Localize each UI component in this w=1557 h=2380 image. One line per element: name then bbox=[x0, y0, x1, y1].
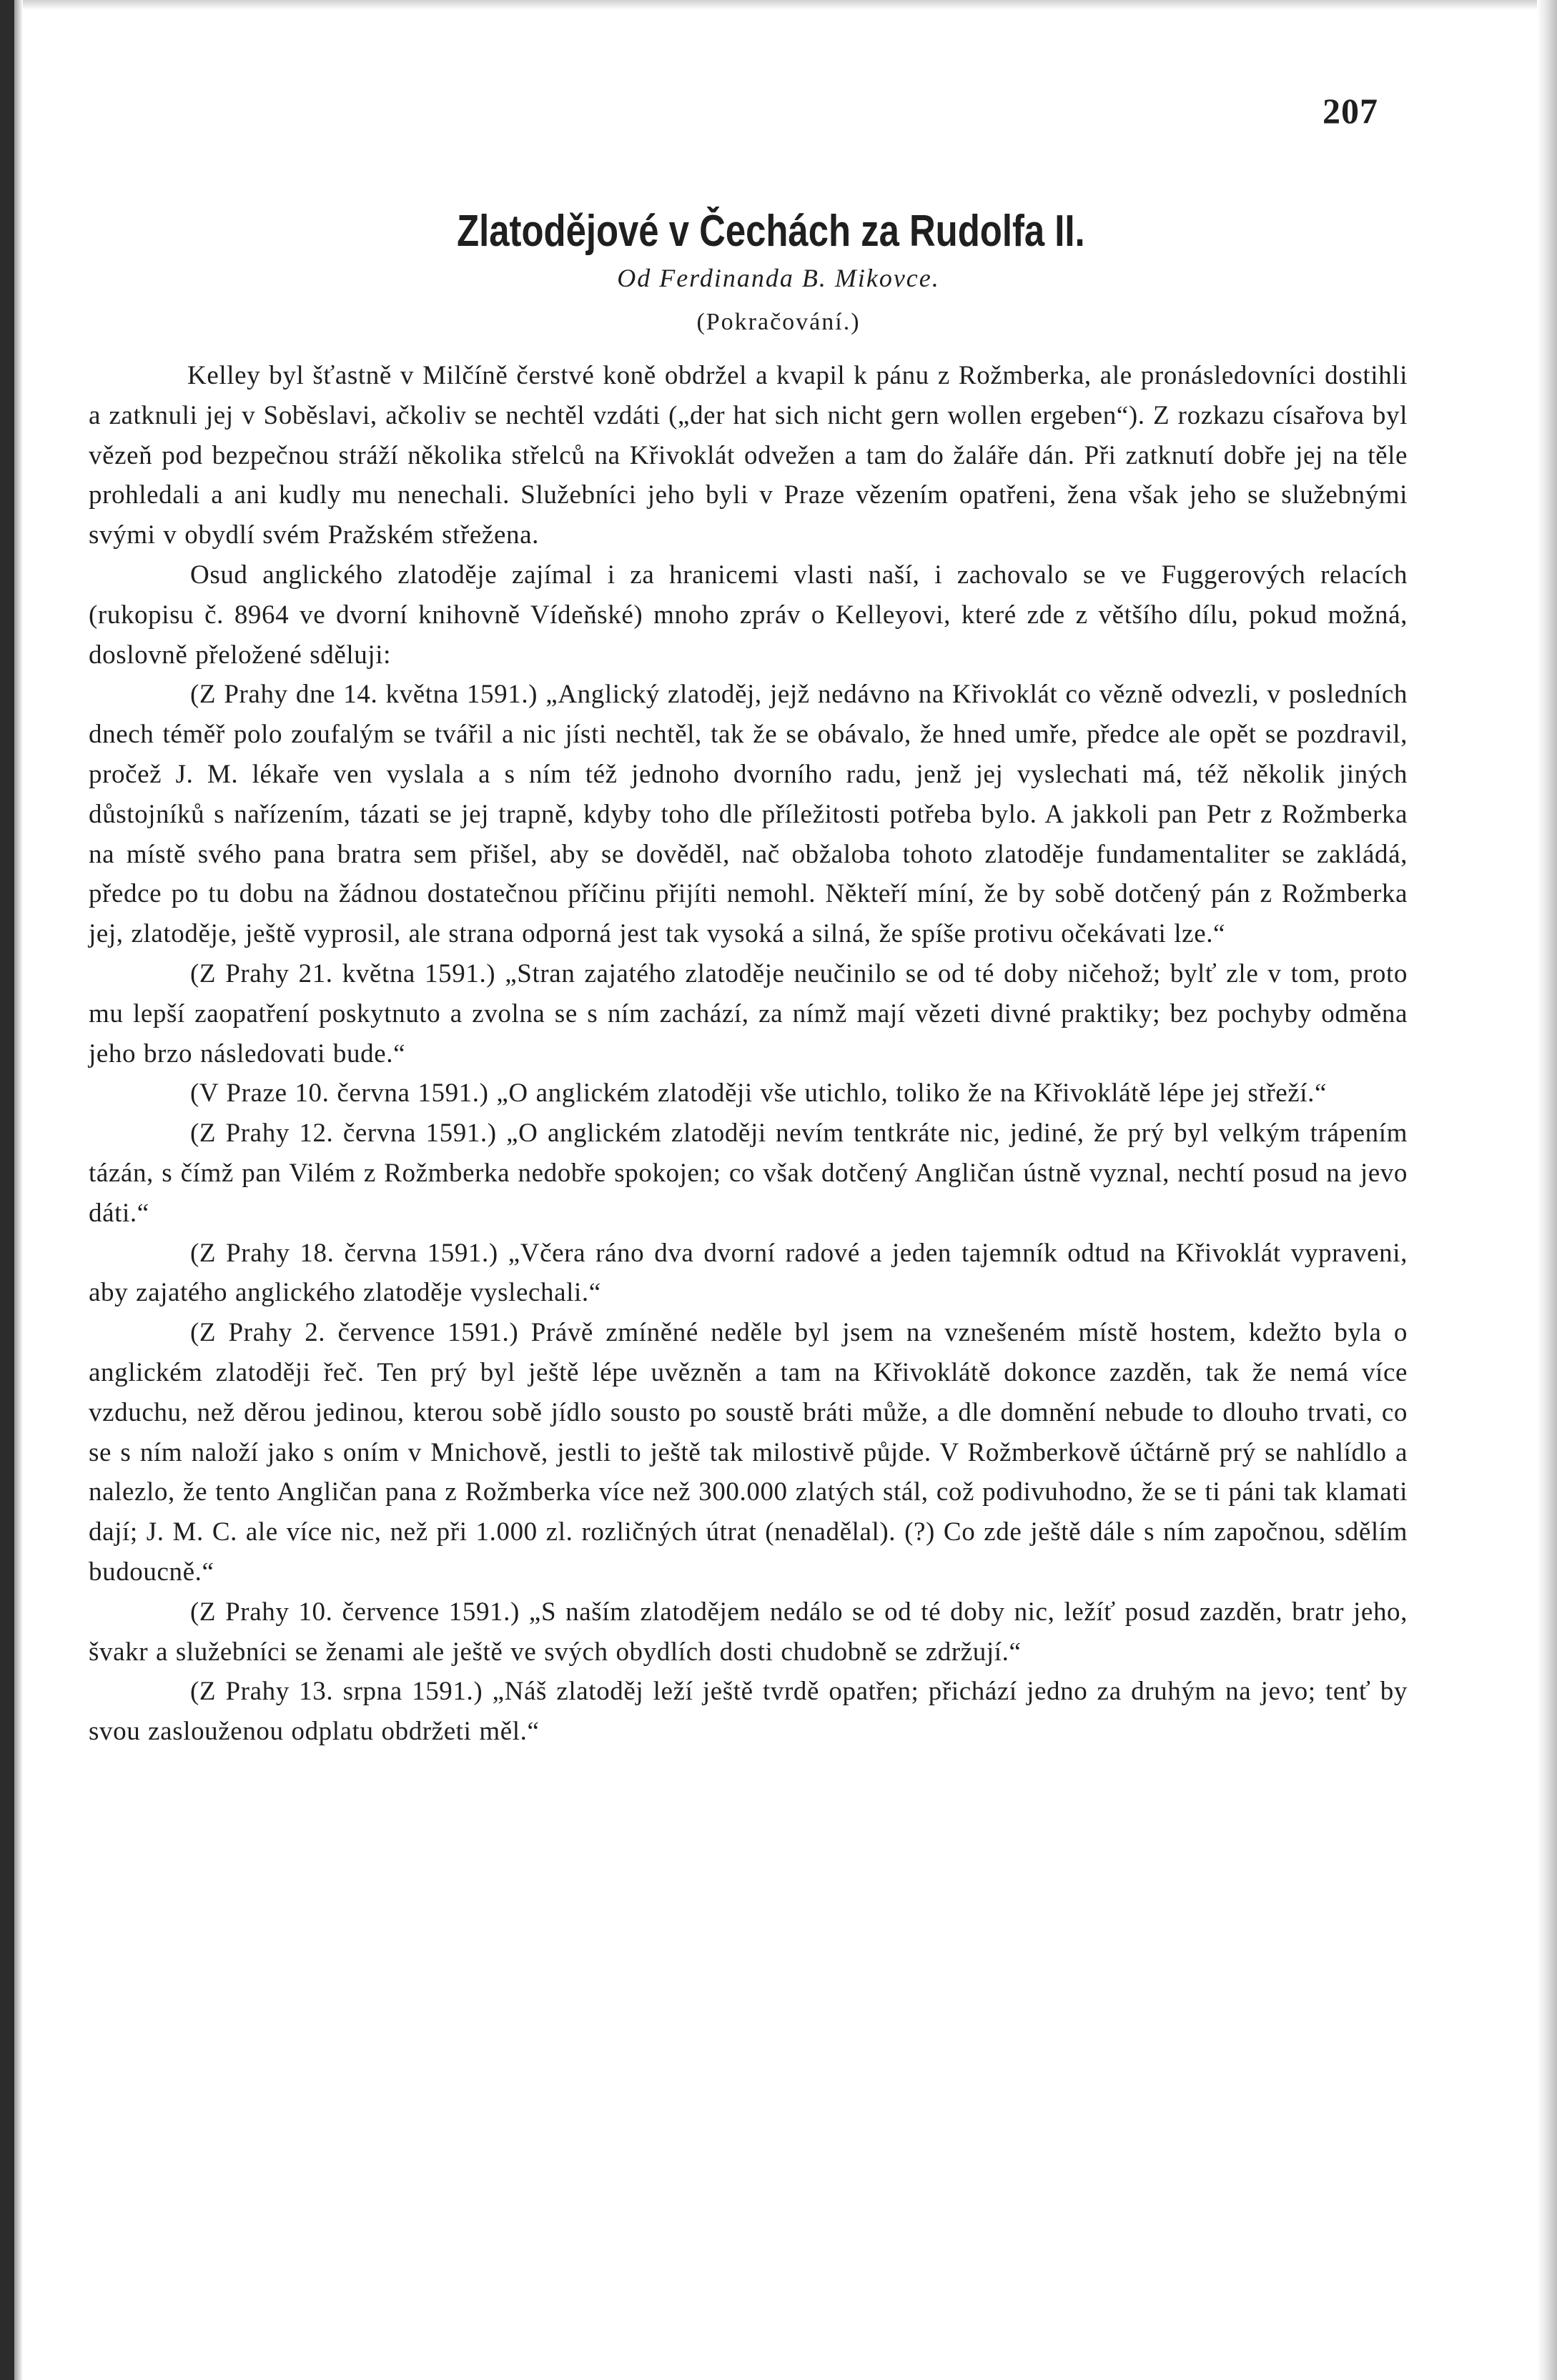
scan-page-edge bbox=[1537, 0, 1557, 2380]
dispatch-1591-07-02: (Z Prahy 2. července 1591.) Právě zmíněné neděle byl jsem na vznešeném místě hostem, kdežto byla o anglickém zlatoději řeč. Ten prý byl ještě lépe uvězněn a tam na Křivoklátě dokonce zazděn, tak že nemá více vzduchu, než děrou jedinou, kterou sobě jídlo sousto po soustě bráti může, a dle domnění nebude to dlouho trvati, co se s ním naloží jako s oním v Mnichově, jestli to ještě tak milostivě půjde. V Rožmberkově účtárně prý se nahlídlo a nalezlo, že tento Angličan pana z Rožmberka více než 300.000 zlatých stál, což podivuhodno, že se ti páni tak klamati dají; J. M. C. ale více nic, než při 1.000 zl. rozličných útrat (nenadělal). (?) Co zde ještě dále s ním započnou, sdělím budoucně.“ bbox=[89, 1318, 1408, 1587]
dispatch-1591-08-13: (Z Prahy 13. srpna 1591.) „Náš zlatoděj leží ještě tvrdě opatřen; přichází jedno za druhým na jevo; tenť by svou zaslouženou odplatu obdržeti měl.“ bbox=[89, 1677, 1408, 1747]
dispatch-1591-05-21: (Z Prahy 21. května 1591.) „Stran zajatého zlatoděje neučinilo se od té doby ničehož; bylť zle v tom, proto mu lepší zaopatření poskytnuto a zvolna se s ním zachází, za nímž mají vězeti divné praktiky; bez pochyby odměna jeho brzo následovati bude.“ bbox=[89, 958, 1408, 1068]
scan-edge-top bbox=[0, 0, 1557, 10]
paragraph-sources: Osud anglického zlatoděje zajímal i za hranicemi vlasti naší, i zachovalo se ve Fuggerových relacích (rukopisu č. 8964 ve dvorní knihovně Vídeňské) mnoho zpráv o Kelleyovi, které zde z většího dílu, pokud možná, doslovně přeložené sděluji: bbox=[89, 560, 1408, 670]
scan-binding-edge bbox=[0, 0, 14, 2380]
paragraph-intro: Kelley byl šťastně v Milčíně čerstvé koně obdržel a kvapil k pánu z Rožmberka, ale pronásledovníci dostihli a zatknuli jej v Soběslavi, ačkoliv se nechtěl vzdáti („der hat sich nicht gern wollen ergeben“). Z rozkazu císařova byl vězeň pod bezpečnou stráží několika střelců na Křivoklát odvežen a tam do žaláře dán. Při zatknutí dobře jej na těle prohledali a ani kudly mu nenechali. Služebníci jeho byli v Praze vězením opatřeni, žena však jeho se služebnými svými v obydlí svém Pražském střežena. bbox=[89, 361, 1408, 550]
page-number: 207 bbox=[1323, 91, 1378, 131]
dispatch-1591-05-14: (Z Prahy dne 14. května 1591.) „Anglický zlatoděj, jejž nedávno na Křivoklát co vězně odvezli, v posledních dnech téměř polo zoufalým se tvářil a nic jísti nechtěl, tak že se obávalo, že hned umře, předce ale opět se pozdravil, pročež J. M. lékaře ven vyslala a s ním též jednoho dvorního radu, jenž jej vyslechati má, též několik jiných důstojníků s nařízením, tázati se jej trapně, kdyby toho dle příležitosti potřeba bylo. A jakkoli pan Petr z Rožmberka na místě svého pana bratra sem přišel, aby se dověděl, nač obžaloba tohoto zlatoděje fundamentaliter se zakládá, předce po tu dobu na žádnou dostatečnou příčinu přijíti nemohl. Někteří míní, že by sobě dotčený pán z Rožmberka jej, zlatoděje, ještě vyprosil, ale strana odporná jest tak vysoká a silná, že spíše protivu očekávati lze.“ bbox=[89, 680, 1408, 949]
article-title: Zlatodějové v Čechách za Rudolfa II. bbox=[457, 207, 1085, 256]
scan-binding-shadow bbox=[14, 0, 23, 2380]
dispatch-1591-06-10: (V Praze 10. června 1591.) „O anglickém zlatoději vše utichlo, toliko že na Křivoklátě lépe jej střeží.“ bbox=[190, 1079, 1328, 1109]
continuation-note: (Pokračování.) bbox=[696, 309, 861, 335]
dispatch-1591-07-10: (Z Prahy 10. července 1591.) „S naším zlatodějem nedálo se od té doby nic, ležíť posud zazděn, bratr jeho, švakr a služebníci se ženami ale ještě ve svých obydlích dosti chudobně se zdržují.“ bbox=[89, 1597, 1408, 1667]
article-body bbox=[89, 356, 1408, 1752]
dispatch-1591-06-12: (Z Prahy 12. června 1591.) „O anglickém zlatoději nevím tentkráte nic, jediné, že prý byl velkým trápením tázán, s čímž pan Vilém z Rožmberka nedobře spokojen; co však dotčený Angličan ústně vyznal, nechtí posud na jevo dáti.“ bbox=[89, 1119, 1408, 1228]
dispatch-1591-06-18: (Z Prahy 18. června 1591.) „Včera ráno dva dvorní radové a jeden tajemník odtud na Křivoklát vypraveni, aby zajatého anglického zlatoděje vyslechali.“ bbox=[89, 1238, 1408, 1308]
article-author: Od Ferdinanda B. Mikovce. bbox=[617, 264, 940, 292]
